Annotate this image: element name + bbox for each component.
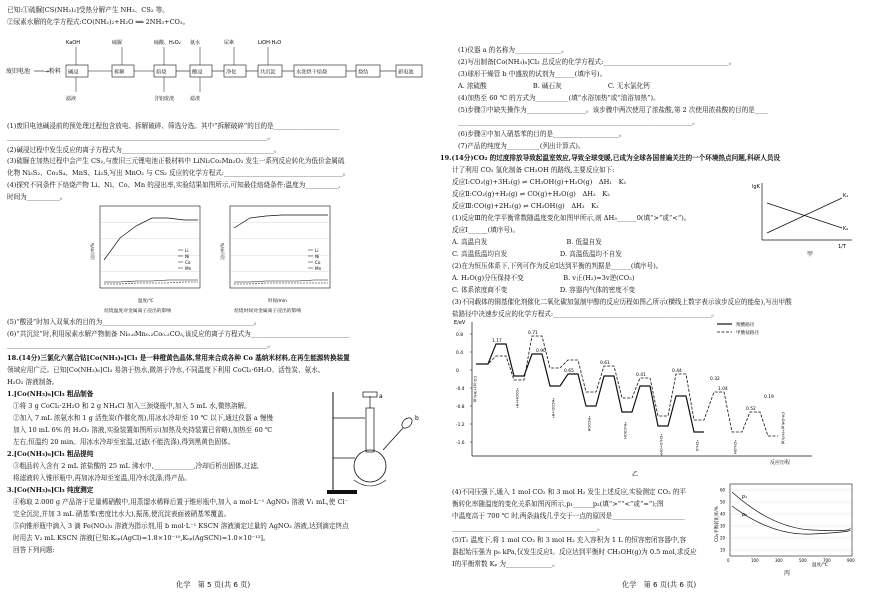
chart-bing-ylabel: CO₂平衡转化率/%	[715, 506, 720, 542]
chart-jia-ylabel: lgK	[752, 184, 760, 190]
yi-legend-0: 羧酸路径	[736, 323, 755, 328]
left-line-10: (6)“共沉淀”时,利用尿素水解产物制备 Ni₀.₆Mn₀.₂Co₀.₂CO₃,该反应的离子方程式为______________________________	[7, 330, 350, 338]
footer-left: 化学 第 5 页(共 6 页)	[176, 580, 251, 589]
flow-top-label-3: 氨水	[190, 40, 201, 46]
right-line-22: 盐路径中决速步反应的化学方程式:________________________________________________。	[452, 310, 718, 318]
right-line-25: 中温度高于 700 ℃ 时,两条曲线几乎交于一点的原因是______________________	[452, 512, 685, 520]
chart-yi	[452, 316, 822, 486]
flow-top-label-5: LiOH·H₂O	[258, 40, 282, 46]
yi-ytick-5: -1.2	[456, 423, 465, 428]
series-ni-time	[234, 280, 328, 282]
flow-start-label: 废旧电池	[6, 68, 31, 75]
yi-barrier-10: 0.19	[764, 395, 774, 400]
bing-ytick-2: 40	[720, 511, 726, 517]
right-line-18: (2)在为恒压体系下,下列可作为反应Ⅰ达到平衡的判据是______(填序号)。	[452, 262, 663, 270]
yi-ytick-2: 0	[456, 369, 459, 374]
left-line-5: (3)硫脲在加热过程中会产生 CS₂,与废旧三元锂电池正极材料中 LiNi₂Co₂Mn₂O₂ 发生一系列反应转化为低价金属硫	[7, 157, 345, 165]
right-line-14: (1)反应Ⅲ的化学平衡常数随温度变化如图甲所示,则 ΔH₃______0(填“>”或“<”)。	[452, 214, 691, 222]
svg-text:净化: 净化	[226, 69, 237, 76]
chart-bing-p1: p₁	[742, 494, 748, 500]
legend-1-2: Co	[315, 260, 321, 265]
legend-0-0: Li	[185, 248, 189, 253]
flow-box-7	[356, 65, 396, 77]
apparatus-diagram	[325, 388, 425, 498]
svg-text:拆解: 拆解	[114, 69, 125, 76]
legend-1-1: Ni	[315, 254, 320, 259]
yi-barrier-9: 0.52	[746, 407, 756, 412]
svg-text:水洗烘干焙烧: 水洗烘干焙烧	[296, 69, 328, 76]
bing-xtick-0: 0	[727, 558, 730, 563]
series-ni-temp	[104, 280, 198, 282]
series-li-temp	[104, 218, 198, 260]
right-line-21: (3)不同载体的铜基催化剂催化二氧化碳加氢制甲醇的反应历程如图乙所示(横线上数字表示该步反应的能垒),写出甲酸	[452, 298, 792, 306]
bing-ytick-3: 30	[720, 523, 726, 529]
left-line-2: (1)废旧电池碱浸前的预处理过程包含放电、拆解破碎、筛选分选。其中“拆解破碎”的目的是____________________	[7, 122, 340, 130]
yi-barrier-1: 0.71	[528, 331, 538, 336]
series-co-time	[234, 283, 328, 284]
bing-ytick-4: 20	[720, 535, 726, 541]
yi-ytick-3: -0.4	[456, 387, 465, 392]
bing-xtick-3: 500	[799, 558, 807, 563]
flow-powder-label: →粉料	[44, 68, 62, 75]
svg-text:*COOH+H*: *COOH+H*	[515, 388, 519, 409]
legend-1-0: Li	[315, 248, 319, 253]
yi-ytick-0: 0.8	[456, 333, 463, 338]
left-line-1: ②尿素水解的化学方程式:CO(NH₂)₂+H₂O ══ 2NH₃+CO₂。	[7, 18, 190, 26]
svg-text:烧结: 烧结	[358, 69, 369, 76]
flow-box-4	[224, 65, 258, 77]
chart-jia-k1: K₁	[843, 193, 849, 199]
chart-jia-caption: 甲	[807, 251, 814, 258]
yi-ytick-1: 0.4	[456, 351, 463, 356]
bing-ytick-1: 50	[720, 499, 726, 505]
chart-jia	[752, 178, 862, 258]
svg-text:*CH₃O: *CH₃O	[695, 440, 699, 452]
right-line-2: (3)球形干燥管 b 中盛放的试剂为______(填序号)。	[458, 70, 607, 78]
flow-bottom-label-1: 含铝废渣	[154, 96, 175, 102]
series-formate	[476, 336, 778, 436]
label-b: b	[415, 415, 419, 422]
left-line-28: 回答下列问题:	[13, 546, 55, 554]
svg-text:新电池: 新电池	[398, 69, 414, 76]
yi-barrier-2: 0.90	[536, 349, 546, 354]
chart-yi-ylabel: E/eV	[454, 320, 466, 326]
chart2-caption: 焙烧时间对金属离子浸出的影响	[234, 309, 302, 314]
left-line-18: 加入 10 mL 6% 的 H₂O₂ 溶液,实验装置如图所示(加热及夹持装置已省略),加热至 60 ℃	[13, 426, 273, 434]
right-line-17: C. 高温低温均自发 D. 高温低温均不自发	[452, 250, 622, 258]
chart-bing-p2: p₂	[742, 512, 748, 518]
bing-xtick-2: 300	[775, 558, 783, 563]
yi-ytick-6: -1.6	[456, 441, 465, 446]
right-line-16: A. 高温自发 B. 低温自发	[452, 238, 602, 246]
svg-text:共沉淀: 共沉淀	[260, 69, 276, 76]
left-line-26: ⑤向锥形瓶中滴入 3 滴 Fe(NO₃)₃ 溶液为指示剂,用 b mol·L⁻¹ KSCN 溶液滴定过量的 AgNO₃ 溶液,达到滴定终点	[13, 522, 349, 530]
svg-text:*CH₂O+OH*: *CH₂O+OH*	[659, 434, 663, 456]
series-li-time	[234, 215, 328, 228]
chart-yi-caption: 乙	[632, 471, 639, 478]
right-line-26: ____________________________________________。	[452, 524, 604, 532]
bing-xtick-1: 100	[751, 558, 759, 563]
legend-0-3: Mn	[185, 266, 192, 271]
yi-legend-1: 甲酸盐路径	[736, 331, 759, 336]
left-line-7: (4)探究不同条件下焙烧产物 Li、Ni、Co、Mn 的浸出率,实验结果如图所示,可知最佳焙烧条件:温度为__________,	[7, 181, 341, 189]
left-line-0: 已知:①硫脲[CS(NH₂)₂]受热分解产生 NH₃、CS₂ 等。	[7, 6, 169, 14]
series-p2	[732, 506, 850, 534]
yi-barrier-7: 0.32	[710, 377, 720, 382]
footer-right: 化学 第 6 页(共 6 页)	[622, 580, 697, 589]
flow-top-label-1: 硫脲	[112, 40, 123, 46]
right-line-29: Ⅰ的平衡常数 Kₚ 为______________。	[452, 560, 559, 568]
leaching-charts	[90, 198, 350, 316]
flow-box-6	[294, 65, 356, 77]
left-line-19: 左右,恒温约 20 min。用冰水冷却至室温,过滤(不能洗涤),得到黑黄色固体。	[13, 438, 235, 446]
chart-jia-xlabel: 1/T	[838, 244, 846, 250]
right-line-23: (4)不同压强下,通入 1 mol CO₂ 和 3 mol H₂ 发生上述反应,实验测定 CO₂ 的平	[452, 488, 686, 496]
chart-jia-k2: K₂	[843, 226, 849, 232]
svg-text:CO₂(g)+3H₂(g): CO₂(g)+3H₂(g)	[473, 376, 477, 403]
bing-ytick-5: 10	[720, 547, 726, 553]
left-line-25: 完全沉淀,并加 3 mL 硝基苯(密度比水大),振荡,使沉淀表面被硝基苯覆盖。	[13, 510, 231, 518]
chart2-ylabel: 浸出率/%	[220, 242, 225, 260]
flow-box-1	[112, 65, 154, 77]
right-line-6: _______________________________________________________________________。	[458, 118, 699, 126]
yi-barrier-3: 0.65	[564, 369, 574, 374]
right-line-19: A. H₂O(g)分压保持不变 B. v正(H₂)=3v逆(CO₂)	[452, 274, 635, 282]
flow-bottom-label-2: 滤渣	[190, 96, 201, 102]
flow-top-label-2: 硫酸、H₂O₂	[154, 40, 181, 46]
right-line-24: 衡转化率随温度的变化关系如图丙所示,p₁______p₂(填“>”“<”或“=”);图	[452, 500, 664, 508]
svg-text:碱浸: 碱浸	[68, 69, 79, 76]
chart1-xlabel: 温度/℃	[138, 299, 154, 304]
chart-bing	[712, 478, 862, 578]
left-line-6: 化物 Ni₃S₂、Co₃S₄、MnS、Li₂S,写出 MnO₂ 与 CS₂ 反应的化学方程式:____________________________________。	[7, 169, 350, 177]
left-line-3: _______________________________________________________________________________。	[7, 133, 275, 141]
chart2-xlabel: 时间/min	[268, 299, 288, 304]
chart-yi-species	[473, 376, 785, 456]
left-line-21: ③粗品转入含有 2 mL 浓盐酸的 25 mL 沸水中,____________,冷却后析出固体,过滤,	[13, 462, 260, 470]
flow-top-label-0: KaOH	[66, 40, 80, 46]
yi-ytick-4: -0.8	[456, 405, 465, 410]
left-line-22: 将滤液转入锥形瓶中,再加冰冷却至室温,用冷水洗涤,得产品。	[13, 474, 191, 482]
right-line-27: (5)T₁ 温度下,将 1 mol CO₂ 和 3 mol H₂ 充入容积为 1 L 的恒容密闭容器中,容	[452, 536, 687, 544]
left-line-17: ②加入 7 mL 浓氨水和 1 g 活性炭(作催化剂),用冰水冷却至 10 ℃ 以下,通过仪器 a 慢慢	[13, 414, 273, 422]
right-line-13: 反应Ⅲ:CO(g)+2H₂(g) ⇌ CH₃OH(g) ΔH₃ K₃	[452, 202, 599, 210]
flow-box-5	[258, 65, 294, 77]
yi-barrier-6: 0.44	[672, 369, 682, 374]
yi-barrier-8: 1.04	[718, 387, 728, 392]
flow-box-0	[66, 65, 112, 77]
left-line-11: _______________________________________________________________________________。	[7, 341, 275, 349]
chart1-ylabel: 浸出率/%	[90, 242, 95, 260]
left-line-9: (5)“酸浸”时加入双氧水的目的为______________________________________________。	[7, 318, 261, 326]
left-line-23: 3.[Co(NH₃)₆]Cl₃ 纯度测定	[7, 486, 94, 494]
series-k2	[767, 203, 842, 228]
svg-text:*HCOOH: *HCOOH	[587, 416, 591, 432]
left-line-27: 时用去 V₂ mL KSCN 溶液[已知:Kₛₚ(AgCl)=1.8×10⁻¹⁰,Kₛₚ(AgSCN)=1.0×10⁻¹²]。	[13, 534, 270, 542]
flow-box-8	[396, 65, 422, 77]
flow-box-2	[154, 65, 190, 77]
process-flow-diagram	[4, 28, 424, 118]
yi-barrier-0: 1.17	[492, 339, 502, 344]
right-line-9: 19.(14分)CO₂ 的过度排放导致起温室效应,导致全球变暖,已成为全球各国普遍关注的一个环境热点问题,科研人员设	[440, 154, 781, 162]
right-line-10: 计了利用 CO₂ 氢化制备 CH₃OH 的路线,主要反应如下:	[452, 166, 615, 174]
bing-ytick-0: 60	[720, 487, 726, 493]
flow-top-label-4: 尿素	[224, 40, 235, 46]
right-line-12: 反应Ⅱ:CO₂(g)+H₂(g) ⇌ CO(g)+H₂O(g) ΔH₂ K₂	[452, 190, 610, 198]
chart-bing-xlabel: 温度/℃	[812, 563, 828, 568]
legend-0-1: Ni	[185, 254, 190, 259]
left-line-24: ④称取 2.000 g 产品溶于足量稀硝酸中,用蒸馏水稀释后置于锥形瓶中,加入 a mol·L⁻¹ AgNO₃ 溶液 V₁ mL,使 Cl⁻	[13, 498, 349, 506]
right-line-4: (4)加热至 60 ℃ 的方式为__________(填“水浴加热”或“油浴加热”)。	[458, 94, 660, 102]
left-line-16: ①将 3 g CoCl₂·2H₂O 和 2 g NH₄Cl 加入三颈烧瓶中,加入 5 mL 水,微热溶解。	[13, 402, 251, 410]
right-line-28: 器起始压强为 p₀ kPa,仅发生反应Ⅰ。反应达到平衡时 CH₃OH(g)为 0.5 mol,求反应	[452, 548, 697, 556]
yi-barrier-5: 0.41	[636, 373, 646, 378]
svg-text:*HCOO+H*: *HCOO+H*	[551, 398, 555, 419]
right-line-3: A. 浓硫酸 B. 碱石灰 C. 无水氯化钙	[458, 82, 650, 90]
legend-0-2: Co	[185, 260, 191, 265]
bing-xtick-4: 700	[823, 558, 831, 563]
svg-text:*CH₃OH: *CH₃OH	[733, 440, 737, 454]
left-line-20: 2.[Co(NH₃)₆]Cl₃ 粗品提纯	[7, 450, 94, 458]
chart-time	[219, 206, 330, 314]
left-line-8: 时间为__________。	[7, 193, 67, 201]
right-line-7: (6)步骤④中加入硝基苯的目的是____________________。	[458, 130, 626, 138]
right-line-20: C. 体系浓度商不变 D. 容器内气体的密度不变	[452, 286, 636, 294]
svg-text:*H₂COOH: *H₂COOH	[623, 422, 627, 439]
left-line-15: 1.[Co(NH₃)₆]Cl₃ 粗品制备	[7, 390, 94, 398]
legend-1-3: Mn	[315, 266, 322, 271]
flow-box-3	[190, 65, 224, 77]
yi-barrier-4: 0.61	[600, 361, 610, 366]
left-line-12: 18.(14分)三氯化六氨合钴[Co(NH₃)₆]Cl₃ 是一种橙黄色晶体,常用来合成各种 Co 基纳米材料,在再生能源转换装置	[7, 354, 350, 362]
bing-xtick-5: 900	[847, 558, 855, 563]
right-line-1: (2)写出制备[Co(NH₃)₆]Cl₃ 总反应的化学方程式:______________________________________。	[458, 58, 736, 66]
svg-text:酸浸: 酸浸	[192, 69, 203, 76]
right-line-15: 反应Ⅰ______(填序号)。	[452, 226, 520, 234]
chart-temperature	[90, 206, 200, 314]
right-line-5: (5)步骤③中缺失操作为__________________。该步骤中两次使用了浓盐酸,第 2 次使用浓盐酸的目的是____	[458, 106, 768, 114]
right-line-0: (1)仪器 a 的名称为______________。	[458, 46, 568, 54]
flow-bottom-label-0: 滤液	[66, 96, 77, 102]
right-line-8: (7)产品的纯度为__________(列出计算式)。	[458, 142, 585, 150]
label-a: a	[379, 393, 383, 400]
left-line-13: 领域应用广泛。已知[Co(NH₃)₆]Cl₃ 易溶于热水,微溶于冷水,不同温度下利用 CoCl₂·6H₂O、活性炭、氨水、	[7, 366, 325, 374]
chart-bing-caption: 丙	[784, 570, 791, 577]
right-line-11: 反应Ⅰ:CO₂(g)+3H₂(g) ⇌ CH₃OH(g)+H₂O(g) ΔH₁ K₁	[452, 178, 627, 186]
left-line-4: (2)碱浸过程中发生反应的离子方程式为______________________________________________。	[7, 146, 281, 154]
chart-yi-xlabel: 反应历程	[770, 460, 791, 466]
svg-text:CH₃OH(g)+H₂O(g): CH₃OH(g)+H₂O(g)	[781, 412, 785, 445]
chart1-caption: 焙烧温度对金属离子浸出的影响	[104, 309, 172, 314]
svg-text:焙烧: 焙烧	[156, 69, 167, 76]
series-p1	[732, 492, 850, 531]
left-line-14: H₂O₂ 溶液制备。	[7, 378, 59, 386]
